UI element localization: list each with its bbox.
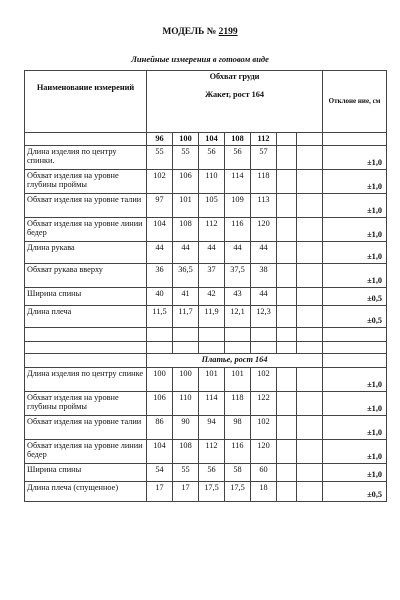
measure-value: 101 [173, 193, 199, 217]
measure-value: 114 [225, 169, 251, 193]
measure-value: 55 [147, 145, 173, 169]
measure-value: 57 [251, 145, 277, 169]
table-row [25, 391, 387, 415]
measure-value: 101 [225, 367, 251, 391]
empty-cell [323, 327, 387, 341]
measure-value: 56 [225, 145, 251, 169]
measure-name: Длина изделия по центру спинки. [25, 145, 147, 169]
measure-value: 90 [173, 415, 199, 439]
measure-value: 101 [199, 367, 225, 391]
measure-value: 55 [173, 145, 199, 169]
empty-cell [225, 341, 251, 353]
deviation-value: ±1,0 [323, 415, 387, 439]
measure-value: 42 [199, 287, 225, 305]
empty-cell [277, 169, 297, 193]
measure-value: 44 [173, 241, 199, 263]
deviation-value: ±1,0 [323, 263, 387, 287]
measure-value: 108 [173, 439, 199, 463]
measure-value: 37 [199, 263, 225, 287]
measure-value: 17 [147, 481, 173, 501]
measure-value: 120 [251, 439, 277, 463]
empty-cell [297, 415, 323, 439]
measure-value: 36,5 [173, 263, 199, 287]
sizes-row [25, 133, 387, 146]
empty-cell [277, 193, 297, 217]
deviation-value: ±1,0 [323, 367, 387, 391]
deviation-value: ±1,0 [323, 217, 387, 241]
measure-value: 17,5 [199, 481, 225, 501]
measure-value: 113 [251, 193, 277, 217]
measure-value: 18 [251, 481, 277, 501]
measure-value: 94 [199, 415, 225, 439]
deviation-value: ±1,0 [323, 241, 387, 263]
measure-value: 112 [199, 439, 225, 463]
measure-value: 105 [199, 193, 225, 217]
measure-name: Ширина спины [25, 287, 147, 305]
dress-section-row [25, 353, 387, 367]
measure-value: 56 [199, 145, 225, 169]
measure-value: 41 [173, 287, 199, 305]
measure-value: 54 [147, 463, 173, 481]
empty-cell [147, 327, 173, 341]
measure-value: 36 [147, 263, 173, 287]
measure-value: 106 [147, 391, 173, 415]
measure-value: 97 [147, 193, 173, 217]
empty-cell [277, 463, 297, 481]
measure-name: Длина изделия по центру спинке [25, 367, 147, 391]
measurements-table [24, 70, 387, 502]
empty-cell [297, 263, 323, 287]
sizes-label-cell [25, 133, 147, 146]
empty-cell [323, 341, 387, 353]
empty-cell [297, 481, 323, 501]
deviation-value: ±0,5 [323, 305, 387, 327]
measure-value: 100 [147, 367, 173, 391]
measure-value: 56 [199, 463, 225, 481]
measure-name: Длина рукава [25, 241, 147, 263]
empty-cell [173, 327, 199, 341]
measure-name: Ширина спины [25, 463, 147, 481]
model-number: 2199 [218, 27, 238, 37]
measure-value: 110 [199, 169, 225, 193]
empty-cell [277, 145, 297, 169]
empty-cell [297, 217, 323, 241]
measure-value: 104 [147, 439, 173, 463]
empty-cell [277, 241, 297, 263]
measure-value: 98 [225, 415, 251, 439]
table-row [25, 287, 387, 305]
empty-cell [323, 133, 387, 146]
measure-value: 44 [199, 241, 225, 263]
measure-name: Обхват изделия на уровне глубины проймы [25, 391, 147, 415]
measure-value: 109 [225, 193, 251, 217]
measure-value: 108 [173, 217, 199, 241]
header-group-cell [147, 71, 323, 133]
measure-value: 44 [147, 241, 173, 263]
deviation-value: ±1,0 [323, 193, 387, 217]
empty-cell [297, 327, 323, 341]
measure-value: 100 [173, 367, 199, 391]
empty-cell [225, 327, 251, 341]
group-label: Обхват груди [209, 72, 260, 81]
measure-name: Длина плеча [25, 305, 147, 327]
table-row [25, 263, 387, 287]
dress-section-title: Платье, рост 164 [147, 353, 323, 367]
empty-cell [251, 327, 277, 341]
jacket-section-title: Жакет, рост 164 [205, 89, 265, 99]
empty-cell [297, 367, 323, 391]
measure-value: 55 [173, 463, 199, 481]
measure-value: 102 [147, 169, 173, 193]
table-row [25, 193, 387, 217]
measure-name: Длина плеча (спущенное) [25, 481, 147, 501]
measure-value: 17 [173, 481, 199, 501]
table-row [25, 415, 387, 439]
empty-cell [277, 327, 297, 341]
empty-cell [25, 341, 147, 353]
measure-value: 11,9 [199, 305, 225, 327]
empty-cell [25, 327, 147, 341]
measure-value: 118 [225, 391, 251, 415]
empty-cell [277, 481, 297, 501]
measure-value: 12,1 [225, 305, 251, 327]
empty-cell [277, 415, 297, 439]
measure-value: 112 [199, 217, 225, 241]
measure-value: 110 [173, 391, 199, 415]
empty-cell [25, 353, 147, 367]
measure-value: 58 [225, 463, 251, 481]
measure-value: 120 [251, 217, 277, 241]
measure-name: Обхват изделия на уровне талии [25, 415, 147, 439]
deviation-value: ±1,0 [323, 463, 387, 481]
measure-value: 11,5 [147, 305, 173, 327]
empty-cell [199, 341, 225, 353]
table-row [25, 145, 387, 169]
measure-value: 44 [225, 241, 251, 263]
empty-cell [297, 133, 323, 146]
measure-value: 104 [147, 217, 173, 241]
measure-value: 86 [147, 415, 173, 439]
empty-cell [297, 241, 323, 263]
empty-cell [297, 463, 323, 481]
empty-cell [277, 367, 297, 391]
empty-cell [297, 145, 323, 169]
table-row [25, 305, 387, 327]
deviation-value: ±1,0 [323, 145, 387, 169]
empty-cell [297, 287, 323, 305]
title-prefix: МОДЕЛЬ № [162, 27, 217, 37]
header-name-cell: Наименование измерений [25, 71, 147, 133]
header-deviation-cell: Отклоне ние, см [323, 71, 387, 133]
deviation-value: ±0,5 [323, 481, 387, 501]
measure-name: Обхват рукава вверху [25, 263, 147, 287]
empty-cell [251, 341, 277, 353]
empty-cell [323, 353, 387, 367]
measure-value: 102 [251, 367, 277, 391]
table-row [25, 481, 387, 501]
measure-value: 60 [251, 463, 277, 481]
measure-value: 116 [225, 439, 251, 463]
measure-value: 37,5 [225, 263, 251, 287]
deviation-value: ±1,0 [323, 169, 387, 193]
table-body [25, 71, 387, 502]
document-title [0, 27, 400, 37]
empty-cell [297, 305, 323, 327]
measure-value: 118 [251, 169, 277, 193]
measure-name: Обхват изделия на уровне талии [25, 193, 147, 217]
size-cell: 108 [225, 133, 251, 146]
measure-name: Обхват изделия на уровне линии бедер [25, 217, 147, 241]
table-row [25, 241, 387, 263]
measure-name: Обхват изделия на уровне линии бедер [25, 439, 147, 463]
empty-cell [297, 341, 323, 353]
size-cell: 112 [251, 133, 277, 146]
measure-value: 40 [147, 287, 173, 305]
table-row [25, 439, 387, 463]
blank-row [25, 341, 387, 353]
blank-row [25, 327, 387, 341]
measure-name: Обхват изделия на уровне глубины проймы [25, 169, 147, 193]
empty-cell [297, 169, 323, 193]
deviation-value: ±1,0 [323, 391, 387, 415]
deviation-value: ±1,0 [323, 439, 387, 463]
measure-value: 12,3 [251, 305, 277, 327]
table-row [25, 217, 387, 241]
measure-value: 44 [251, 287, 277, 305]
empty-cell [297, 391, 323, 415]
document-subtitle: Линейные измерения в готовом виде [131, 54, 269, 64]
table-row [25, 463, 387, 481]
size-cell: 104 [199, 133, 225, 146]
table-row [25, 169, 387, 193]
measure-value: 122 [251, 391, 277, 415]
header-row [25, 71, 387, 133]
empty-cell [277, 287, 297, 305]
measure-value: 114 [199, 391, 225, 415]
table-row [25, 367, 387, 391]
empty-cell [277, 391, 297, 415]
empty-cell [277, 217, 297, 241]
size-cell: 100 [173, 133, 199, 146]
empty-cell [147, 341, 173, 353]
empty-cell [199, 327, 225, 341]
measure-value: 17,5 [225, 481, 251, 501]
empty-cell [277, 263, 297, 287]
measure-value: 106 [173, 169, 199, 193]
empty-cell [297, 193, 323, 217]
measure-value: 43 [225, 287, 251, 305]
measure-value: 11,7 [173, 305, 199, 327]
size-cell: 96 [147, 133, 173, 146]
measure-value: 102 [251, 415, 277, 439]
measure-value: 116 [225, 217, 251, 241]
deviation-value: ±0,5 [323, 287, 387, 305]
measure-value: 44 [251, 241, 277, 263]
empty-cell [277, 133, 297, 146]
empty-cell [173, 341, 199, 353]
measure-value: 38 [251, 263, 277, 287]
empty-cell [277, 341, 297, 353]
empty-cell [297, 439, 323, 463]
empty-cell [277, 305, 297, 327]
empty-cell [277, 439, 297, 463]
